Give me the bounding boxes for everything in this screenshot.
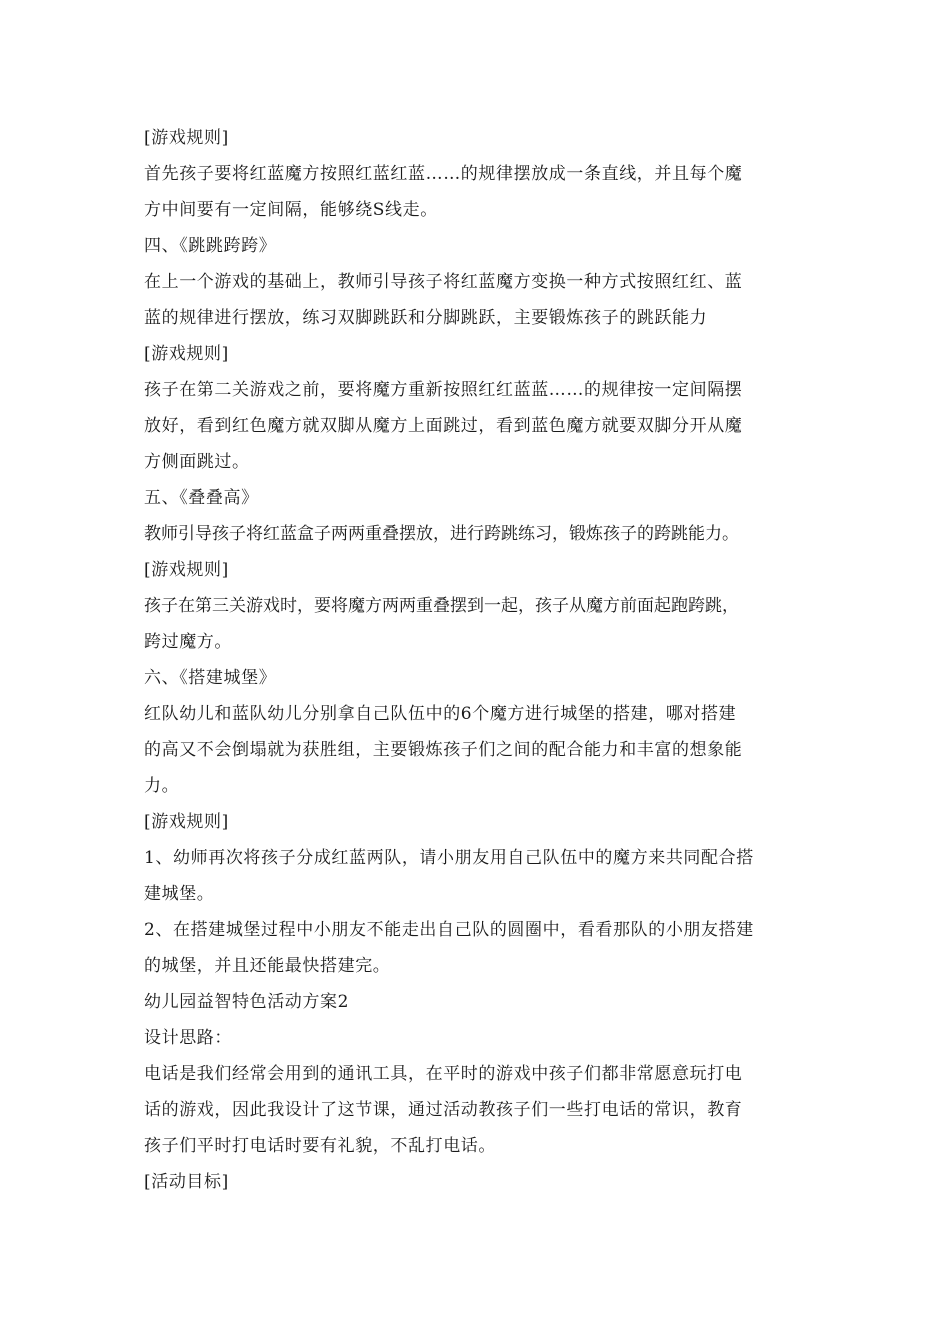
- paragraph-line: 电话是我们经常会用到的通讯工具，在平时的游戏中孩子们都非常愿意玩打电: [144, 1064, 743, 1084]
- rules-heading: [游戏规则]: [144, 344, 229, 364]
- list-item: 的城堡，并且还能最快搭建完。: [144, 956, 391, 976]
- paragraph-line: 放好，看到红色魔方就双脚从魔方上面跳过，看到蓝色魔方就要双脚分开从魔: [144, 416, 743, 436]
- paragraph-line: 红队幼儿和蓝队幼儿分别拿自己队伍中的6个魔方进行城堡的搭建，哪对搭建: [144, 704, 737, 724]
- paragraph-line: 孩子在第二关游戏之前，要将魔方重新按照红红蓝蓝……的规律按一定间隔摆: [144, 380, 743, 400]
- paragraph-line: 方中间要有一定间隔，能够绕S线走。: [144, 200, 438, 220]
- objectives-heading: [活动目标]: [144, 1172, 229, 1192]
- paragraph-line: 话的游戏，因此我设计了这节课，通过活动教孩子们一些打电话的常识，教育: [144, 1100, 743, 1120]
- paragraph-line: 孩子们平时打电话时要有礼貌，不乱打电话。: [144, 1136, 496, 1156]
- paragraph-line: 力。: [144, 776, 180, 796]
- list-item: 建城堡。: [144, 884, 215, 904]
- section-heading: 六、《搭建城堡》: [144, 668, 277, 688]
- paragraph-line: 的高又不会倒塌就为获胜组，主要锻炼孩子们之间的配合能力和丰富的想象能: [144, 740, 743, 760]
- paragraph-line: 孩子在第三关游戏时，要将魔方两两重叠摆到一起，孩子从魔方前面起跑跨跳，: [144, 596, 739, 616]
- list-item: 2、在搭建城堡过程中小朋友不能走出自己队的圆圈中，看看那队的小朋友搭建: [144, 920, 754, 940]
- section-heading: 五、《叠叠高》: [144, 488, 259, 508]
- rules-heading: [游戏规则]: [144, 812, 229, 832]
- paragraph-line: 在上一个游戏的基础上，教师引导孩子将红蓝魔方变换一种方式按照红红、蓝: [144, 272, 743, 292]
- list-item: 1、幼师再次将孩子分成红蓝两队，请小朋友用自己队伍中的魔方来共同配合搭: [144, 848, 754, 868]
- section-heading: 四、《跳跳跨跨》: [144, 236, 277, 256]
- paragraph-line: 方侧面跳过。: [144, 452, 250, 472]
- subsection-heading: 设计思路：: [144, 1028, 232, 1048]
- paragraph-line: 蓝的规律进行摆放，练习双脚跳跃和分脚跳跃，主要锻炼孩子的跳跃能力: [144, 308, 708, 328]
- rules-heading: [游戏规则]: [144, 128, 229, 148]
- rules-heading: [游戏规则]: [144, 560, 229, 580]
- document-title: 幼儿园益智特色活动方案2: [144, 992, 350, 1012]
- paragraph-line: 首先孩子要将红蓝魔方按照红蓝红蓝……的规律摆放成一条直线，并且每个魔: [144, 164, 743, 184]
- document-body: [144, 120, 812, 1200]
- paragraph-line: 教师引导孩子将红蓝盒子两两重叠摆放，进行跨跳练习，锻炼孩子的跨跳能力。: [144, 524, 739, 544]
- paragraph-line: 跨过魔方。: [144, 632, 232, 652]
